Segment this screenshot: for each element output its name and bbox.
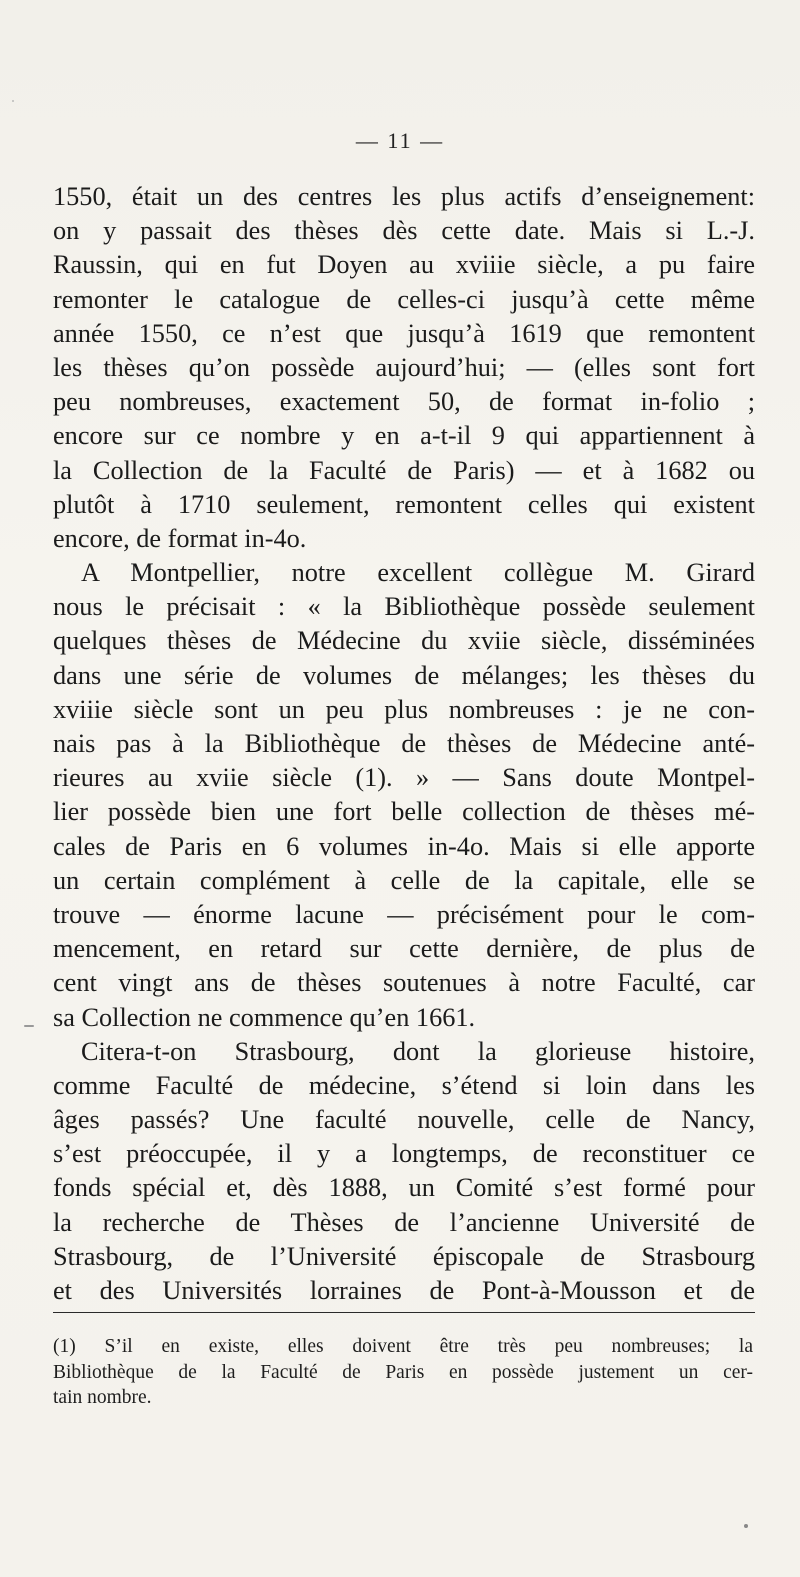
footnote-line: tain nombre. bbox=[53, 1387, 152, 1408]
paper-speck bbox=[24, 1025, 34, 1027]
text-line: la recherche de Thèses de l’ancienne Université de bbox=[53, 1207, 755, 1237]
text-line: sa Collection ne commence qu’en 1661. bbox=[53, 1002, 476, 1032]
text-line: s’est préoccupée, il y a longtemps, de reconstituer ce bbox=[53, 1139, 755, 1169]
paper-speck bbox=[12, 100, 14, 102]
text-line: nais pas à la Bibliothèque de thèses de Médecine anté- bbox=[53, 729, 755, 758]
text-line: la Collection de la Faculté de Paris) — et à 1682 ou bbox=[53, 455, 755, 485]
text-line: encore, de format in-4o. bbox=[53, 523, 307, 553]
text-line: 1550, était un des centres les plus actifs d’enseignement: bbox=[53, 182, 755, 211]
text-line: cales de Paris en 6 volumes in-4o. Mais si elle apporte bbox=[53, 831, 755, 861]
text-line: Raussin, qui en fut Doyen au xviiie siècle, a pu faire bbox=[53, 250, 755, 280]
text-line: rieures au xviie siècle (1). » — Sans doute Montpel- bbox=[53, 763, 755, 793]
text-line: mencement, en retard sur cette dernière, de plus de bbox=[53, 934, 755, 964]
text-line: plutôt à 1710 seulement, remontent celles qui existent bbox=[53, 489, 755, 519]
paragraph bbox=[53, 556, 755, 1035]
text-line: encore sur ce nombre y en a-t-il 9 qui appartiennent à bbox=[53, 421, 755, 451]
footnote-line: Bibliothèque de la Faculté de Paris en possède justement un cer- bbox=[53, 1361, 753, 1383]
paper-speck bbox=[744, 1524, 748, 1528]
text-line: Citera-t-on Strasbourg, dont la glorieuse histoire, bbox=[81, 1036, 755, 1066]
text-line: xviiie siècle sont un peu plus nombreuses : je ne con- bbox=[53, 694, 755, 724]
text-line: année 1550, ce n’est que jusqu’à 1619 que remontent bbox=[53, 318, 755, 348]
text-line: les thèses qu’on possède aujourd’hui; — (elles sont fort bbox=[53, 352, 755, 382]
text-line: quelques thèses de Médecine du xviie siècle, disséminées bbox=[53, 626, 755, 656]
text-line: peu nombreuses, exactement 50, de format in-folio ; bbox=[53, 387, 755, 417]
text-line: remonter le catalogue de celles-ci jusqu’à cette même bbox=[53, 284, 755, 314]
text-line: trouve — énorme lacune — précisément pour le com- bbox=[53, 899, 755, 929]
footnote bbox=[53, 1334, 753, 1411]
text-line: lier possède bien une fort belle collection de thèses mé- bbox=[53, 797, 755, 827]
text-line: un certain complément à celle de la capitale, elle se bbox=[53, 865, 755, 895]
text-line: on y passait des thèses dès cette date. Mais si L.-J. bbox=[53, 216, 755, 246]
text-line: Strasbourg, de l’Université épiscopale de Strasbourg bbox=[53, 1241, 755, 1271]
text-line: âges passés? Une faculté nouvelle, celle de Nancy, bbox=[53, 1105, 755, 1135]
footnote-line: (1) S’il en existe, elles doivent être très peu nombreuses; la bbox=[53, 1336, 753, 1357]
paragraph bbox=[53, 1035, 755, 1309]
text-line: dans une série de volumes de mélanges; les thèses du bbox=[53, 660, 755, 690]
text-line: comme Faculté de médecine, s’étend si loin dans les bbox=[53, 1070, 755, 1100]
text-line: A Montpellier, notre excellent collègue M. Girard bbox=[81, 558, 755, 588]
text-line: et des Universités lorraines de Pont-à-Mousson et de bbox=[53, 1276, 755, 1305]
paragraph bbox=[53, 180, 755, 556]
text-line: cent vingt ans de thèses soutenues à notre Faculté, car bbox=[53, 968, 755, 998]
page-number: — 11 — bbox=[355, 128, 445, 153]
text-line: fonds spécial et, dès 1888, un Comité s’est formé pour bbox=[53, 1173, 755, 1203]
main-text bbox=[53, 180, 755, 1308]
footnote-divider bbox=[53, 1312, 755, 1313]
text-line: nous le précisait : « la Bibliothèque possède seulement bbox=[53, 592, 755, 622]
